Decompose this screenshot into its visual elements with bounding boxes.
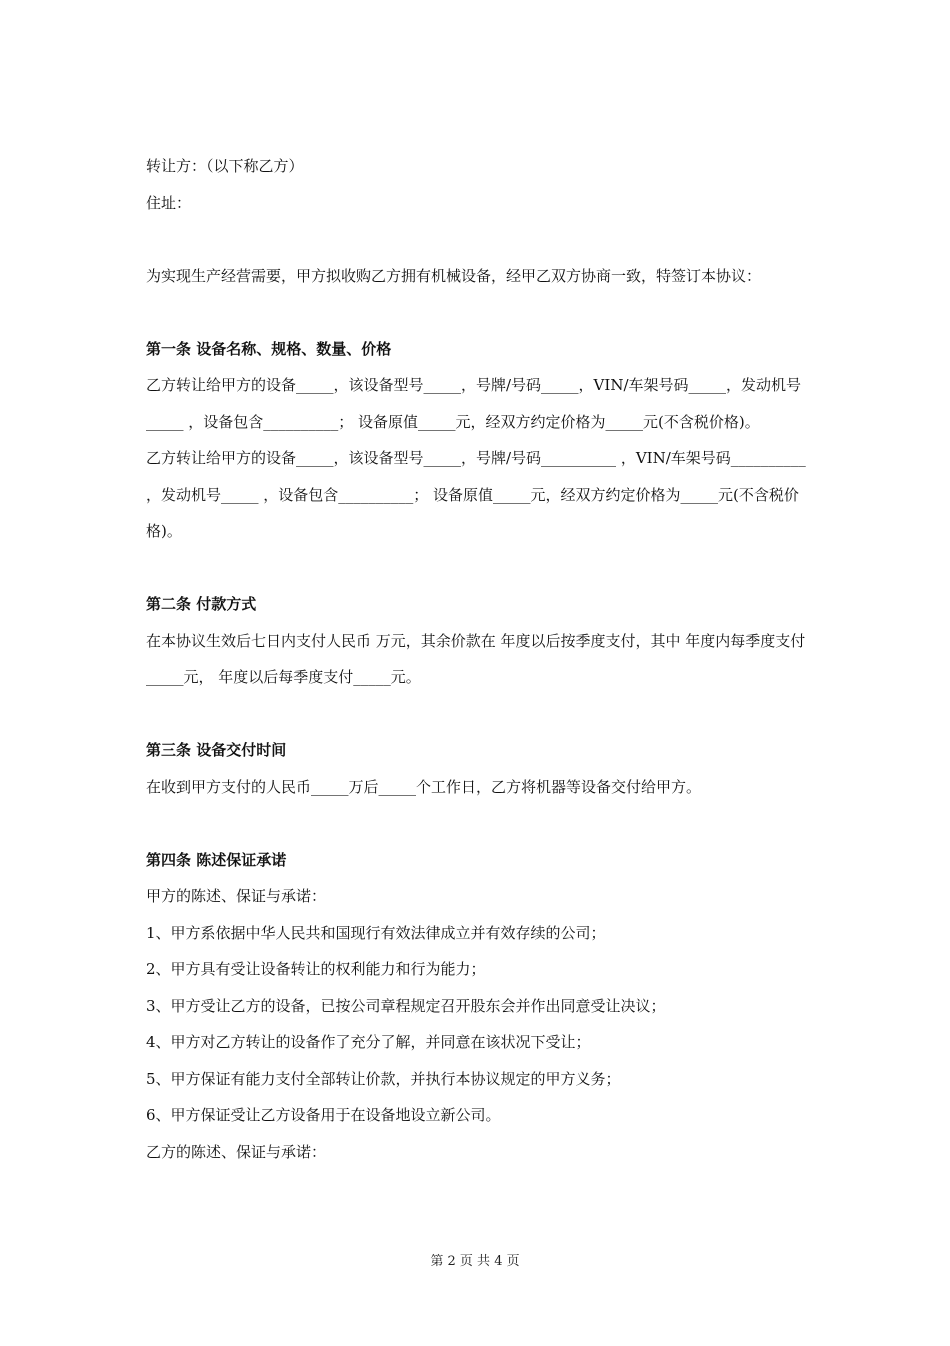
spacer [146,550,808,587]
spacer [146,294,808,331]
page-number: 第 2 页 共 4 页 [430,1254,520,1269]
spacer [146,805,808,842]
party-a-statement-intro: 甲方的陈述、保证与承诺： [146,887,327,905]
article-1-heading: 第一条 设备名称、规格、数量、价格 [146,339,392,358]
article-1-paragraph-2: 乙方转让给甲方的设备_____，该设备型号_____，号牌/号码__________ ，VIN/车架号码__________ ，发动机号_____ ，设备包含__________； 设备原值_____元，经双方约定价格为_____元(不含税价格)。 [146,449,806,540]
article-2-heading: 第二条 付款方式 [146,595,257,613]
list-item: 2、甲方具有受让设备转让的权利能力和行为能力； [146,960,486,978]
list-item: 6、甲方保证受让乙方设备用于在设备地设立新公司。 [146,1106,501,1124]
list-item: 4、甲方对乙方转让的设备作了充分了解，并同意在该状况下受让； [146,1033,591,1051]
article-3-paragraph-1: 在收到甲方支付的人民币_____万后_____个工作日，乙方将机器等设备交付给甲方。 [146,777,702,796]
article-4-heading: 第四条 陈述保证承诺 [146,850,287,869]
transferor-line: 转让方：（以下称乙方） [146,157,304,175]
article-2-paragraph-1: 在本协议生效后七日内支付人民币 万元，其余价款在 年度以后按季度支付，其中 年度内每季度支付_____元， 年度以后每季度支付_____元。 [146,631,806,686]
list-item: 5、甲方保证有能力支付全部转让价款，并执行本协议规定的甲方义务； [146,1069,621,1088]
spacer [146,696,808,733]
spacer [146,221,808,258]
article-3-heading: 第三条 设备交付时间 [146,741,287,759]
document-body [146,148,808,1170]
party-b-statement-intro: 乙方的陈述、保证与承诺： [146,1142,327,1161]
address-line: 住址： [146,193,192,212]
intro-paragraph: 为实现生产经营需要，甲方拟收购乙方拥有机械设备，经甲乙双方协商一致，特签订本协议： [146,266,762,285]
list-item: 3、甲方受让乙方的设备，已按公司章程规定召开股东会并作出同意受让决议； [146,996,666,1015]
article-1-paragraph-1: 乙方转让给甲方的设备_____，该设备型号_____，号牌/号码_____，VIN/车架号码_____，发动机号_____ ，设备包含__________； 设备原值_____元，经双方约定价格为_____元(不含税价格)。 [146,376,801,431]
list-item: 1、甲方系依据中华人民共和国现行有效法律成立并有效存续的公司； [146,923,606,942]
